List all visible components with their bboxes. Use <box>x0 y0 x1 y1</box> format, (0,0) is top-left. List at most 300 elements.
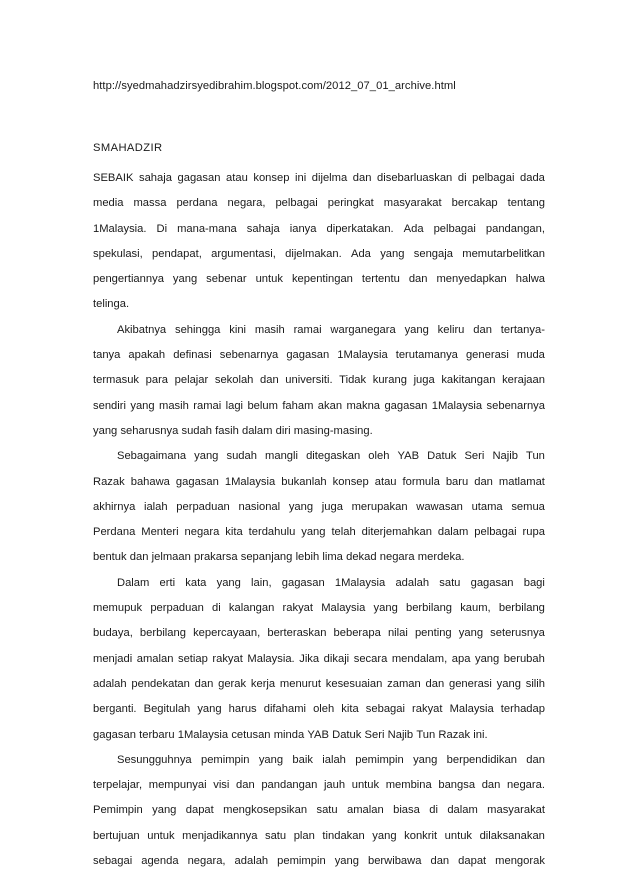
author-name: SMAHADZIR <box>93 142 163 154</box>
text-line <box>93 672 545 697</box>
word: ialah <box>143 500 168 513</box>
word: tanya <box>93 349 121 362</box>
word: sebenarnya <box>486 399 545 412</box>
word: amalan <box>136 652 174 665</box>
text-line <box>93 545 545 570</box>
word: dapat <box>185 804 214 817</box>
word: dan <box>526 753 545 766</box>
word: Dalam <box>117 576 150 589</box>
text-line <box>93 292 545 317</box>
word: adalah <box>93 677 127 690</box>
word: Razak <box>438 728 471 741</box>
word: kita <box>341 703 359 716</box>
word: yang <box>458 627 484 640</box>
word: peringkat <box>327 197 374 210</box>
word: pandangan <box>261 779 318 792</box>
word: tertanya- <box>500 323 545 336</box>
text-line <box>93 242 545 267</box>
word: pelbagai <box>472 172 515 184</box>
word: menurut <box>279 677 321 690</box>
text-line <box>93 444 545 469</box>
word: satu <box>264 829 287 842</box>
word: di <box>429 804 438 817</box>
text-line <box>93 470 545 495</box>
word: apa <box>451 652 471 665</box>
word: berbilang <box>405 602 453 615</box>
word: silih <box>525 677 545 690</box>
word: masyarakat <box>487 804 545 817</box>
word: sehingga <box>174 323 221 336</box>
word: memupuk <box>93 602 143 615</box>
word: budaya, <box>93 627 133 640</box>
text-line <box>93 318 545 343</box>
word: dijelmakan. <box>285 247 342 260</box>
word: kata <box>185 576 207 589</box>
word: sepanjang <box>240 551 293 564</box>
text-line <box>93 495 545 520</box>
word: masing-masing. <box>293 424 373 437</box>
word: Datuk <box>427 450 457 463</box>
word: pelajar <box>174 374 209 387</box>
word: dan <box>260 374 279 387</box>
word: nasional <box>238 500 281 513</box>
word: diterjemahkan <box>361 526 432 539</box>
word: Sebagaimana <box>117 450 187 463</box>
word: mangli <box>265 450 298 463</box>
word: terdahulu <box>248 526 296 539</box>
word: ialah <box>322 753 346 766</box>
word: generasi <box>448 677 492 690</box>
word: seharusnya <box>120 424 179 437</box>
word: kini <box>229 323 247 336</box>
word: sebagai <box>93 855 133 868</box>
word: ianya <box>289 222 317 235</box>
text-line <box>93 267 545 292</box>
word: dan <box>474 475 493 488</box>
word: warganegara <box>330 323 396 336</box>
word: adalah <box>395 576 430 589</box>
word: formula <box>402 475 440 488</box>
word: perpaduan <box>150 602 204 615</box>
word: Malaysia. <box>247 652 295 665</box>
word: untuk <box>351 779 380 792</box>
word: untuk <box>444 829 473 842</box>
word: pemimpin <box>277 855 326 868</box>
word: amalan <box>347 804 384 817</box>
text-line <box>93 419 545 444</box>
word: sudah <box>226 450 257 463</box>
word: baik <box>292 753 313 766</box>
word: negara, <box>187 855 226 868</box>
word: dan <box>425 677 445 690</box>
word: berbilang <box>139 627 186 640</box>
word: terhadap <box>500 703 545 716</box>
text-line <box>93 697 545 722</box>
word: Perdana <box>93 526 136 539</box>
word: 1Malaysia <box>431 399 483 412</box>
word: muda <box>516 349 545 362</box>
word: membina <box>385 779 432 792</box>
word: seterusnya <box>490 627 545 640</box>
word: gagasan <box>175 475 219 488</box>
word: atau <box>374 475 397 488</box>
word: gagasan <box>286 349 330 362</box>
word: agenda <box>141 855 179 868</box>
word: YAB <box>397 450 420 463</box>
word: masyarakat <box>383 197 442 210</box>
word: sahaja <box>246 222 280 235</box>
word: telinga. <box>93 298 130 311</box>
word: konkrit <box>404 829 438 842</box>
word: telah <box>331 526 356 539</box>
word: disebarluaskan <box>377 172 453 184</box>
word: sengaja <box>413 247 453 260</box>
word: bagi <box>523 576 545 589</box>
word: baru <box>445 475 469 488</box>
word: berpendidikan <box>446 753 517 766</box>
word: bercakap <box>451 197 498 210</box>
word: untuk <box>255 273 283 286</box>
word: masih <box>159 399 189 412</box>
word: mempunyai <box>148 779 207 792</box>
word: kepentingan <box>291 273 353 286</box>
word: lagi <box>225 399 244 412</box>
word: diperkatakan. <box>326 222 394 235</box>
word: 1Malaysia. <box>93 222 147 235</box>
word: berganti. <box>93 703 137 716</box>
word: Razak <box>93 475 125 488</box>
word: erti <box>159 576 176 589</box>
text-line <box>93 596 545 621</box>
word: yang <box>288 500 314 513</box>
word: spekulasi, <box>93 247 143 260</box>
text-line <box>93 394 545 419</box>
word: 1Malaysia <box>334 576 386 589</box>
word: argumentasi, <box>211 247 276 260</box>
text-line <box>93 520 545 545</box>
word: akhirnya <box>93 500 136 513</box>
word: dan <box>129 551 149 564</box>
word: beberapa <box>333 627 381 640</box>
word: pengertiannya <box>93 273 164 286</box>
word: negara <box>379 551 415 564</box>
word: Begitulah <box>143 703 191 716</box>
word: difahami <box>263 703 307 716</box>
word: Seri <box>364 728 385 741</box>
text-line <box>93 798 545 823</box>
word: Najib <box>492 450 518 463</box>
word: pendekatan <box>131 677 190 690</box>
word: yang <box>301 526 326 539</box>
word: dilaksanakan <box>479 829 545 842</box>
word: Seri <box>464 450 485 463</box>
word: universiti. <box>285 374 333 387</box>
word: pemimpin <box>200 753 250 766</box>
word: gagasan <box>281 576 325 589</box>
word: Najib <box>387 728 414 741</box>
word: yang <box>172 273 198 286</box>
word: di <box>457 172 467 184</box>
word: gagasan <box>93 728 136 741</box>
word: yang <box>258 753 284 766</box>
word: dalam <box>447 804 478 817</box>
word: dan <box>194 677 214 690</box>
word: kesesuaian <box>325 677 383 690</box>
word: para <box>145 374 169 387</box>
word: gagasan <box>470 576 514 589</box>
word: yang <box>373 602 398 615</box>
word: konsep <box>332 475 369 488</box>
word: yang <box>404 323 429 336</box>
word: harus <box>228 703 257 716</box>
word: termasuk <box>93 374 140 387</box>
word: Pemimpin <box>93 804 143 817</box>
word: Ada <box>351 247 371 260</box>
word: akan <box>317 399 343 412</box>
word: dekad <box>346 551 377 564</box>
word: Ada <box>403 222 424 235</box>
word: prakarsa <box>194 551 238 564</box>
word: dan <box>352 172 372 184</box>
text-line <box>93 824 545 849</box>
word: 1Malaysia <box>224 475 276 488</box>
word: mana-mana <box>177 222 237 235</box>
word: Tun <box>416 728 436 741</box>
word: pemimpin <box>355 753 404 766</box>
word: minda <box>273 728 305 741</box>
word: tentang <box>507 197 545 210</box>
word: makna <box>346 399 381 412</box>
word: massa <box>133 197 167 210</box>
word: merupakan <box>351 500 408 513</box>
word: secara <box>353 652 388 665</box>
word: plan <box>293 829 315 842</box>
word: pendapat, <box>152 247 202 260</box>
word: Di <box>156 222 168 235</box>
word: ramai <box>293 323 322 336</box>
word: gagasan <box>384 399 428 412</box>
word: yang <box>216 576 241 589</box>
text-line <box>93 773 545 798</box>
word: lebih <box>295 551 320 564</box>
word: Malaysia <box>321 602 366 615</box>
word: rupa <box>522 526 545 539</box>
word: ramai <box>193 399 222 412</box>
word: konsep <box>253 172 290 184</box>
word: zaman <box>387 677 421 690</box>
word: kerajaan <box>502 374 545 387</box>
word: yang <box>413 753 438 766</box>
text-line <box>93 849 545 874</box>
word: cetusan <box>231 728 271 741</box>
word: kurang <box>372 374 407 387</box>
word: masih <box>254 323 285 336</box>
word: Menteri <box>141 526 179 539</box>
word: menjadikannya <box>182 829 258 842</box>
word: sebenarnya <box>219 349 279 362</box>
word: yang <box>197 703 222 716</box>
word: dalam <box>241 424 273 437</box>
word: penting <box>414 627 452 640</box>
word: utama <box>471 500 503 513</box>
word: fasih <box>215 424 239 437</box>
word: sendiri <box>93 399 126 412</box>
word: ini <box>295 172 307 184</box>
text-line <box>93 723 545 748</box>
word: negara <box>184 526 220 539</box>
word: Malaysia <box>449 703 494 716</box>
word: kaum, <box>460 602 491 615</box>
word: rakyat <box>412 703 443 716</box>
word: terbaru <box>139 728 175 741</box>
text-line <box>93 343 545 368</box>
word: pandangan, <box>485 222 545 235</box>
word: sebagai <box>365 703 405 716</box>
word: YAB <box>307 728 329 741</box>
text-line <box>93 748 545 773</box>
word: Datuk <box>332 728 362 741</box>
word: dan <box>481 779 501 792</box>
word: rakyat <box>212 652 243 665</box>
word: dalam <box>437 526 469 539</box>
word: definasi <box>173 349 212 362</box>
word: 1Malaysia <box>177 728 229 741</box>
word: pelbagai <box>275 197 318 210</box>
word: mengkosepsikan <box>223 804 308 817</box>
word: yang <box>93 424 118 437</box>
word: terpelajar, <box>93 779 143 792</box>
word: matlamat <box>498 475 545 488</box>
word: gerak <box>218 677 247 690</box>
text-line <box>93 217 545 242</box>
word: yang <box>372 829 397 842</box>
word: dan <box>408 273 428 286</box>
word: setiap <box>177 652 208 665</box>
word: satu <box>316 804 338 817</box>
word: berubah <box>503 652 545 665</box>
word: Sesungguhnya <box>117 753 192 766</box>
word: diri <box>275 424 291 437</box>
word: dijelma <box>311 172 348 184</box>
word: berteraskan <box>267 627 327 640</box>
word: rakyat <box>282 602 313 615</box>
text-line <box>93 571 545 596</box>
word: dapat <box>458 855 487 868</box>
word: dan <box>473 323 492 336</box>
word: ditegaskan <box>306 450 361 463</box>
word: di <box>212 602 221 615</box>
word: visi <box>213 779 230 792</box>
word: yang <box>194 450 219 463</box>
word: untuk <box>147 829 175 842</box>
word: semua <box>511 500 545 513</box>
word: jelmaan <box>151 551 191 564</box>
word: yang <box>474 652 500 665</box>
word: 1Malaysia <box>337 349 388 362</box>
word: perpaduan <box>176 500 230 513</box>
text-line <box>93 191 545 216</box>
word: juga <box>413 374 435 387</box>
text-line <box>93 647 545 672</box>
word: bahawa <box>130 475 170 488</box>
word: kita <box>225 526 243 539</box>
word: berwibawa <box>367 855 422 868</box>
word: sebenar <box>206 273 247 286</box>
word: dan <box>236 779 255 792</box>
word: atau <box>226 172 248 184</box>
word: dada <box>520 172 545 184</box>
word: media <box>93 197 124 210</box>
word: bertujuan <box>93 829 140 842</box>
word: nilai <box>387 627 408 640</box>
word: yang <box>130 399 155 412</box>
word: mengorak <box>495 855 545 868</box>
word: halwa <box>515 273 545 286</box>
word: lima <box>322 551 343 564</box>
word: biasa <box>393 804 420 817</box>
word: pelbagai <box>433 222 476 235</box>
text-line <box>93 621 545 646</box>
word: jauh <box>323 779 346 792</box>
word: dikaji <box>323 652 350 665</box>
word: merdeka. <box>417 551 465 564</box>
word: sekolah <box>214 374 254 387</box>
word: gagasan <box>177 172 221 184</box>
word: menjadi <box>93 652 133 665</box>
word: Jika <box>299 652 320 665</box>
word: satu <box>439 576 461 589</box>
word: kerja <box>250 677 276 690</box>
word: yang <box>152 804 177 817</box>
source-url: http://syedmahadzirsyedibrahim.blogspot.com/2012_07_01_archive.html <box>93 80 456 92</box>
word: SEBAIK <box>93 172 134 184</box>
word: oleh <box>368 450 390 463</box>
text-line <box>93 166 545 191</box>
word: bentuk <box>93 551 127 564</box>
word: bukanlah <box>281 475 327 488</box>
word: lain, <box>251 576 272 589</box>
word: Tidak <box>339 374 367 387</box>
word: kalangan <box>228 602 275 615</box>
word: adalah <box>234 855 269 868</box>
word: Akibatnya <box>117 323 167 336</box>
word: faham <box>282 399 314 412</box>
word: perdana <box>176 197 218 210</box>
word: yang <box>334 855 359 868</box>
word: berbilang <box>498 602 545 615</box>
word: mendalam, <box>391 652 448 665</box>
word: juga <box>321 500 343 513</box>
word: sudah <box>181 424 212 437</box>
word: keliru <box>437 323 465 336</box>
word: memutarbelitkan <box>462 247 545 260</box>
word: Tun <box>526 450 545 463</box>
word: yang <box>380 247 405 260</box>
word: tertentu <box>361 273 400 286</box>
word: yang <box>496 677 521 690</box>
word: apakah <box>128 349 166 362</box>
word: terutamanya <box>395 349 458 362</box>
word: tindakan <box>322 829 365 842</box>
word: oleh <box>313 703 335 716</box>
text-line <box>93 368 545 393</box>
word: dan <box>430 855 450 868</box>
word: wawasan <box>416 500 463 513</box>
word: negara, <box>227 197 266 210</box>
word: negara. <box>507 779 545 792</box>
article-body <box>93 166 545 874</box>
word: belum <box>247 399 278 412</box>
